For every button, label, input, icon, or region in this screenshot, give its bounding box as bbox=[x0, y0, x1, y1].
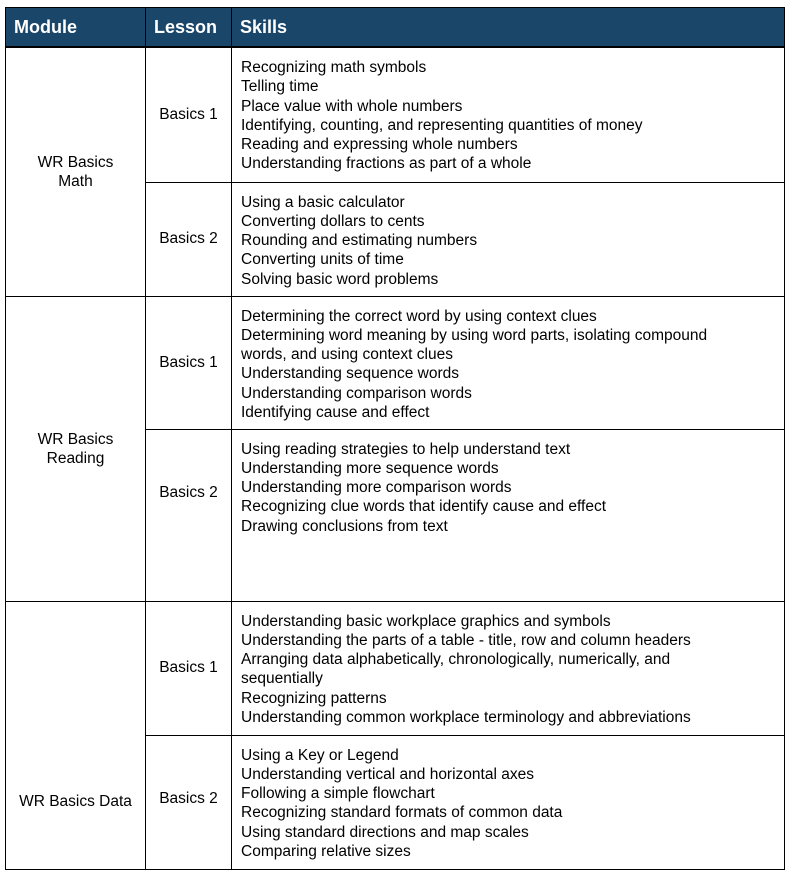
skill-item: Understanding the parts of a table - title, row and column headers bbox=[241, 631, 691, 649]
skills-cell bbox=[232, 429, 785, 601]
skills-table bbox=[5, 7, 785, 870]
header-row bbox=[6, 8, 785, 48]
skills-cell bbox=[232, 601, 785, 735]
lesson-cell: Basics 1 bbox=[146, 47, 232, 182]
skill-item: Determining word meaning by using word parts, isolating compound words, and using context clues bbox=[241, 326, 708, 364]
lesson-cell: Basics 2 bbox=[146, 735, 232, 869]
module-cell bbox=[6, 601, 146, 869]
skill-item: Converting dollars to cents bbox=[241, 212, 425, 230]
skill-item: Recognizing patterns bbox=[241, 689, 387, 707]
skill-item: Reading and expressing whole numbers bbox=[241, 136, 518, 154]
table-row bbox=[6, 47, 785, 182]
skill-item: Converting units of time bbox=[241, 251, 404, 269]
skill-item: Understanding comparison words bbox=[241, 384, 472, 402]
skill-item: Using standard directions and map scales bbox=[241, 823, 529, 841]
skill-item: Drawing conclusions from text bbox=[241, 517, 448, 535]
skills-cell bbox=[232, 182, 785, 296]
skill-item: Determining the correct word by using context clues bbox=[241, 307, 597, 325]
header-lesson: Lesson bbox=[146, 8, 232, 48]
skill-item: Rounding and estimating numbers bbox=[241, 232, 478, 250]
skill-item: Recognizing math symbols bbox=[241, 59, 427, 76]
module-name: WR Basics Reading bbox=[37, 430, 114, 467]
lesson-cell: Basics 1 bbox=[146, 296, 232, 429]
module-name: WR Basics Data bbox=[19, 792, 132, 810]
module-name: WR Basics Math bbox=[37, 153, 114, 190]
skill-item: Using a Key or Legend bbox=[241, 746, 399, 764]
skill-item: Solving basic word problems bbox=[241, 270, 439, 288]
skill-item: Arranging data alphabetically, chronologically, numerically, and sequentially bbox=[241, 651, 671, 688]
skill-item: Following a simple flowchart bbox=[241, 785, 435, 803]
skill-item: Using a basic calculator bbox=[241, 193, 405, 211]
lesson-cell: Basics 2 bbox=[146, 429, 232, 601]
skill-item: Understanding sequence words bbox=[241, 365, 459, 383]
skill-item: Understanding basic workplace graphics and symbols bbox=[241, 612, 611, 630]
skill-item: Understanding vertical and horizontal axes bbox=[241, 765, 534, 783]
skill-item: Understanding more sequence words bbox=[241, 459, 499, 477]
header-module: Module bbox=[6, 8, 146, 48]
module-cell bbox=[6, 47, 146, 296]
skill-item: Telling time bbox=[241, 78, 319, 96]
table-row bbox=[6, 601, 785, 735]
skill-item: Identifying, counting, and representing quantities of money bbox=[241, 116, 643, 134]
skill-item: Using reading strategies to help understand text bbox=[241, 440, 571, 458]
skill-item: Understanding common workplace terminology and abbreviations bbox=[241, 708, 691, 726]
skills-cell bbox=[232, 735, 785, 869]
skill-item: Understanding fractions as part of a whole bbox=[241, 155, 532, 173]
skill-item: Understanding more comparison words bbox=[241, 479, 512, 497]
skill-item: Recognizing clue words that identify cause and effect bbox=[241, 498, 607, 516]
skill-item: Recognizing standard formats of common data bbox=[241, 804, 563, 822]
lesson-cell: Basics 2 bbox=[146, 182, 232, 296]
skills-cell bbox=[232, 296, 785, 429]
skill-item: Place value with whole numbers bbox=[241, 97, 463, 115]
module-cell bbox=[6, 296, 146, 601]
table-row bbox=[6, 296, 785, 429]
lesson-cell: Basics 1 bbox=[146, 601, 232, 735]
skill-item: Comparing relative sizes bbox=[241, 842, 411, 860]
header-skills: Skills bbox=[232, 8, 785, 48]
skills-cell bbox=[232, 47, 785, 182]
skill-item: Identifying cause and effect bbox=[241, 403, 430, 421]
